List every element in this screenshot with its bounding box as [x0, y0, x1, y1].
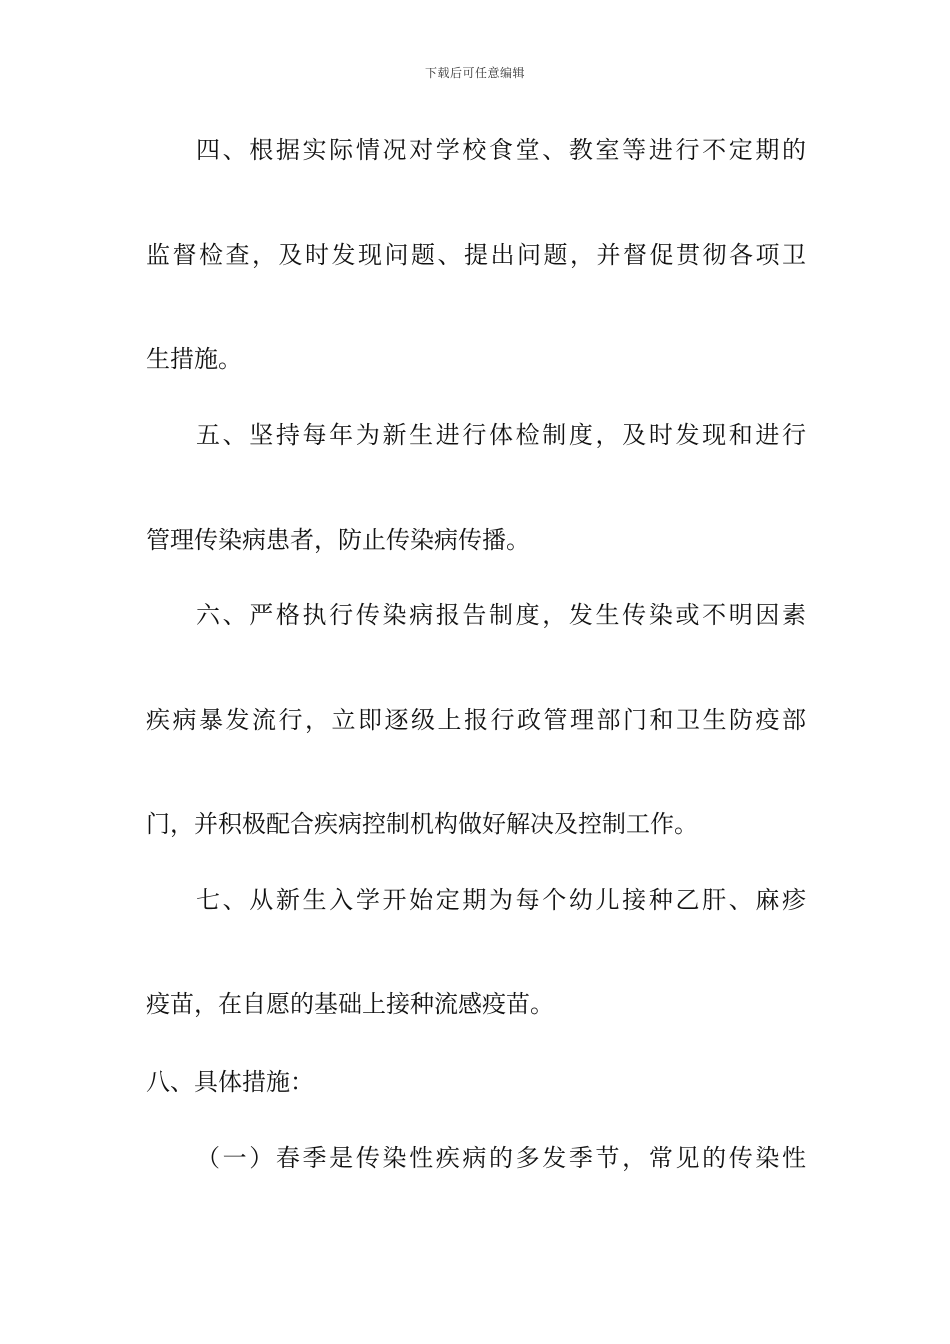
- paragraph-4-line-1: 四、根据实际情况对学校食堂、教室等进行不定期的: [196, 136, 806, 164]
- paragraph-4-line-3: 生措施。: [146, 345, 242, 373]
- paragraph-5-line-1: 五、坚持每年为新生进行体检制度，及时发现和进行: [196, 421, 806, 449]
- paragraph-4-line-2: 监督检查，及时发现问题、提出问题，并督促贯彻各项卫: [146, 241, 806, 269]
- paragraph-6-line-2: 疾病暴发流行，立即逐级上报行政管理部门和卫生防疫部: [146, 706, 806, 734]
- paragraph-7-line-2: 疫苗，在自愿的基础上接种流感疫苗。: [146, 990, 554, 1018]
- paragraph-6-line-1: 六、严格执行传染病报告制度，发生传染或不明因素: [196, 601, 806, 629]
- page-header-note: 下载后可任意编辑: [424, 66, 525, 80]
- section-8-heading: 八、具体措施：: [146, 1068, 314, 1096]
- subsection-1-line-1: （一）春季是传染性疾病的多发季节，常见的传染性: [196, 1144, 806, 1172]
- paragraph-5-line-2: 管理传染病患者，防止传染病传播。: [146, 526, 530, 554]
- paragraph-6-line-3: 门，并积极配合疾病控制机构做好解决及控制工作。: [146, 810, 698, 838]
- paragraph-7-line-1: 七、从新生入学开始定期为每个幼儿接种乙肝、麻疹: [196, 886, 806, 914]
